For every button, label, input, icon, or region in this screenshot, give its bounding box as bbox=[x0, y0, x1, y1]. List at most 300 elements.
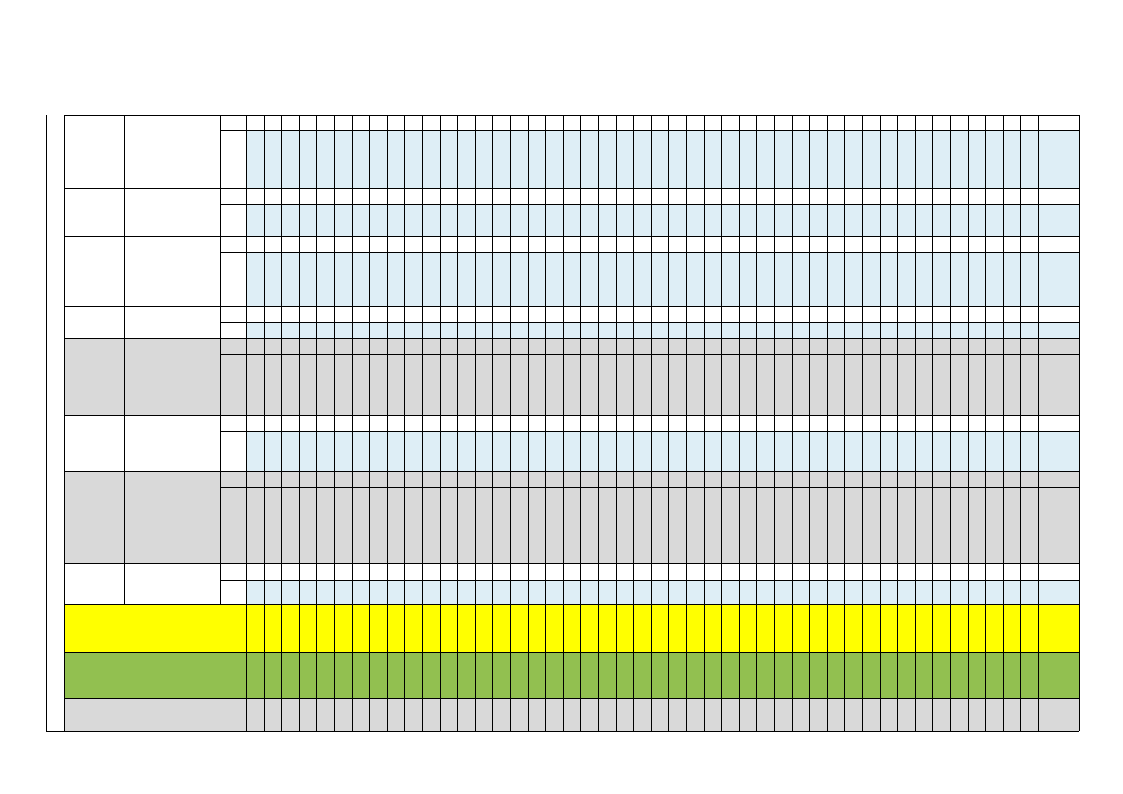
week-hours-cell bbox=[862, 252, 880, 306]
week-hours-cell bbox=[598, 322, 616, 338]
weekly-total-cell bbox=[598, 604, 616, 652]
week-hours-cell bbox=[264, 487, 282, 563]
grid-line bbox=[64, 652, 1079, 653]
week-hours-cell bbox=[880, 431, 898, 471]
grid-line bbox=[264, 115, 265, 731]
week-hours-cell bbox=[844, 471, 862, 487]
week-hours-cell bbox=[950, 204, 968, 236]
week-hours-cell bbox=[862, 487, 880, 563]
grid-line bbox=[932, 115, 933, 731]
week-hours-cell bbox=[844, 130, 862, 188]
grid-line bbox=[64, 698, 1079, 699]
week-hours-cell bbox=[668, 188, 686, 204]
weekly-total-cell bbox=[827, 604, 845, 652]
week-hours-cell bbox=[844, 338, 862, 354]
week-hours-cell bbox=[668, 354, 686, 415]
week-hours-cell bbox=[246, 306, 264, 322]
weekly-total-cell bbox=[369, 698, 387, 731]
grid-line bbox=[880, 115, 881, 731]
week-hours-cell bbox=[756, 487, 774, 563]
weekly-total-cell bbox=[1020, 698, 1038, 731]
week-hours-cell bbox=[704, 580, 722, 604]
weekly-total-cell bbox=[545, 698, 563, 731]
week-hours-cell bbox=[404, 322, 422, 338]
week-hours-cell bbox=[440, 431, 458, 471]
week-hours-cell bbox=[950, 431, 968, 471]
week-hours-cell bbox=[792, 471, 810, 487]
week-hours-cell bbox=[932, 236, 950, 252]
week-hours-cell bbox=[809, 354, 827, 415]
week-hours-cell bbox=[809, 415, 827, 431]
week-hours-cell bbox=[281, 431, 299, 471]
weekly-total-cell bbox=[774, 652, 792, 698]
week-hours-cell bbox=[545, 471, 563, 487]
week-hours-cell bbox=[651, 415, 669, 431]
week-hours-cell bbox=[792, 130, 810, 188]
week-hours-cell bbox=[616, 252, 634, 306]
weekly-total-cell bbox=[492, 652, 510, 698]
grid-line bbox=[1079, 115, 1080, 731]
week-hours-cell bbox=[827, 322, 845, 338]
week-hours-cell bbox=[915, 354, 933, 415]
week-hours-cell bbox=[334, 252, 352, 306]
grid-line bbox=[563, 115, 564, 731]
week-hours-cell bbox=[316, 322, 334, 338]
week-hours-cell bbox=[369, 338, 387, 354]
week-hours-cell bbox=[492, 322, 510, 338]
week-hours-cell bbox=[545, 204, 563, 236]
row-total bbox=[1038, 698, 1079, 731]
week-hours-cell bbox=[387, 487, 405, 563]
week-hours-cell bbox=[915, 306, 933, 322]
week-hours-cell bbox=[774, 487, 792, 563]
week-hours-cell bbox=[598, 188, 616, 204]
week-hours-cell bbox=[704, 252, 722, 306]
week-hours-cell bbox=[369, 415, 387, 431]
week-hours-cell bbox=[968, 115, 986, 130]
week-hours-cell bbox=[616, 115, 634, 130]
week-hours-cell bbox=[475, 431, 493, 471]
week-hours-cell bbox=[774, 115, 792, 130]
week-hours-cell bbox=[616, 188, 634, 204]
grid-line bbox=[299, 115, 300, 731]
week-hours-cell bbox=[792, 338, 810, 354]
week-hours-cell bbox=[264, 252, 282, 306]
week-hours-cell bbox=[809, 252, 827, 306]
week-hours-cell bbox=[1003, 354, 1021, 415]
week-hours-cell bbox=[264, 322, 282, 338]
week-hours-cell bbox=[616, 322, 634, 338]
week-hours-cell bbox=[369, 188, 387, 204]
week-hours-cell bbox=[756, 354, 774, 415]
week-hours-cell bbox=[616, 487, 634, 563]
week-hours-cell bbox=[510, 130, 528, 188]
week-hours-cell bbox=[844, 563, 862, 580]
week-hours-cell bbox=[580, 354, 598, 415]
week-hours-cell bbox=[968, 487, 986, 563]
week-hours-cell bbox=[299, 580, 317, 604]
week-hours-cell bbox=[968, 130, 986, 188]
week-hours-cell bbox=[915, 338, 933, 354]
week-hours-cell bbox=[598, 338, 616, 354]
week-hours-cell bbox=[404, 306, 422, 322]
week-hours-cell bbox=[387, 236, 405, 252]
weekly-total-cell bbox=[246, 604, 264, 652]
week-hours-cell bbox=[932, 204, 950, 236]
hours-type-label bbox=[220, 487, 246, 563]
week-hours-cell bbox=[580, 431, 598, 471]
weekly-total-cell bbox=[1020, 652, 1038, 698]
week-hours-cell bbox=[299, 236, 317, 252]
week-hours-cell bbox=[563, 471, 581, 487]
week-hours-cell bbox=[774, 580, 792, 604]
week-hours-cell bbox=[809, 130, 827, 188]
weekly-total-cell bbox=[985, 698, 1003, 731]
week-hours-cell bbox=[316, 306, 334, 322]
week-hours-cell bbox=[651, 306, 669, 322]
week-hours-cell bbox=[809, 306, 827, 322]
week-hours-cell bbox=[387, 204, 405, 236]
week-hours-cell bbox=[774, 188, 792, 204]
week-hours-cell bbox=[968, 204, 986, 236]
grid-line bbox=[316, 115, 317, 731]
weekly-total-cell bbox=[352, 652, 370, 698]
row-total bbox=[1038, 652, 1079, 698]
week-hours-cell bbox=[545, 487, 563, 563]
week-hours-cell bbox=[651, 431, 669, 471]
week-hours-cell bbox=[774, 354, 792, 415]
week-hours-cell bbox=[387, 188, 405, 204]
week-hours-cell bbox=[264, 306, 282, 322]
grid-line bbox=[124, 115, 125, 604]
week-hours-cell bbox=[756, 204, 774, 236]
week-hours-cell bbox=[299, 431, 317, 471]
week-hours-cell bbox=[668, 204, 686, 236]
week-hours-cell bbox=[387, 415, 405, 431]
week-hours-cell bbox=[316, 130, 334, 188]
week-hours-cell bbox=[985, 415, 1003, 431]
week-hours-cell bbox=[369, 580, 387, 604]
weekly-total-label bbox=[64, 698, 246, 731]
week-hours-cell bbox=[440, 130, 458, 188]
week-hours-cell bbox=[528, 471, 546, 487]
week-hours-cell bbox=[774, 563, 792, 580]
weekly-total-cell bbox=[316, 604, 334, 652]
week-hours-cell bbox=[932, 431, 950, 471]
week-hours-cell bbox=[545, 236, 563, 252]
week-hours-cell bbox=[774, 306, 792, 322]
weekly-total-cell bbox=[1003, 698, 1021, 731]
week-hours-cell bbox=[457, 338, 475, 354]
weekly-total-cell bbox=[686, 652, 704, 698]
weekly-total-cell bbox=[950, 604, 968, 652]
week-hours-cell bbox=[827, 471, 845, 487]
week-hours-cell bbox=[352, 322, 370, 338]
week-hours-cell bbox=[545, 415, 563, 431]
week-hours-cell bbox=[950, 580, 968, 604]
week-hours-cell bbox=[387, 115, 405, 130]
week-hours-cell bbox=[246, 188, 264, 204]
week-hours-cell bbox=[968, 431, 986, 471]
week-hours-cell bbox=[352, 130, 370, 188]
weekly-total-cell bbox=[668, 698, 686, 731]
week-hours-cell bbox=[792, 115, 810, 130]
week-hours-cell bbox=[844, 431, 862, 471]
weekly-total-cell bbox=[299, 698, 317, 731]
week-hours-cell bbox=[440, 563, 458, 580]
grid-line bbox=[281, 115, 282, 731]
weekly-total-cell bbox=[968, 652, 986, 698]
weekly-total-cell bbox=[440, 652, 458, 698]
week-hours-cell bbox=[633, 415, 651, 431]
week-hours-cell bbox=[774, 431, 792, 471]
week-hours-cell bbox=[299, 115, 317, 130]
week-hours-cell bbox=[668, 236, 686, 252]
week-hours-cell bbox=[985, 580, 1003, 604]
week-hours-cell bbox=[563, 188, 581, 204]
week-hours-cell bbox=[281, 563, 299, 580]
week-hours-cell bbox=[633, 487, 651, 563]
row-total bbox=[1038, 580, 1079, 604]
week-hours-cell bbox=[809, 580, 827, 604]
weekly-total-cell bbox=[510, 604, 528, 652]
row-total bbox=[1038, 338, 1079, 354]
week-hours-cell bbox=[440, 306, 458, 322]
week-hours-cell bbox=[440, 471, 458, 487]
weekly-total-cell bbox=[704, 652, 722, 698]
week-hours-cell bbox=[422, 354, 440, 415]
week-hours-cell bbox=[616, 306, 634, 322]
week-hours-cell bbox=[352, 252, 370, 306]
week-hours-cell bbox=[387, 563, 405, 580]
week-hours-cell bbox=[264, 471, 282, 487]
week-hours-cell bbox=[281, 188, 299, 204]
week-hours-cell bbox=[369, 471, 387, 487]
week-hours-cell bbox=[404, 580, 422, 604]
week-hours-cell bbox=[316, 431, 334, 471]
week-hours-cell bbox=[334, 563, 352, 580]
weekly-total-cell bbox=[651, 604, 669, 652]
week-hours-cell bbox=[739, 431, 757, 471]
week-hours-cell bbox=[792, 204, 810, 236]
grid-line bbox=[220, 115, 221, 604]
week-hours-cell bbox=[457, 306, 475, 322]
week-hours-cell bbox=[492, 580, 510, 604]
weekly-total-cell bbox=[492, 604, 510, 652]
weekly-total-cell bbox=[844, 604, 862, 652]
week-hours-cell bbox=[880, 415, 898, 431]
grid-line bbox=[64, 471, 1079, 472]
week-hours-cell bbox=[897, 306, 915, 322]
week-hours-cell bbox=[1020, 306, 1038, 322]
week-hours-cell bbox=[264, 204, 282, 236]
week-hours-cell bbox=[704, 338, 722, 354]
week-hours-cell bbox=[880, 204, 898, 236]
week-hours-cell bbox=[316, 252, 334, 306]
week-hours-cell bbox=[932, 580, 950, 604]
week-hours-cell bbox=[704, 204, 722, 236]
week-hours-cell bbox=[897, 580, 915, 604]
module-name bbox=[124, 115, 220, 188]
week-hours-cell bbox=[844, 188, 862, 204]
week-hours-cell bbox=[862, 130, 880, 188]
weekly-total-cell bbox=[387, 698, 405, 731]
week-hours-cell bbox=[422, 431, 440, 471]
weekly-total-cell bbox=[915, 604, 933, 652]
week-hours-cell bbox=[352, 563, 370, 580]
module-code bbox=[64, 338, 124, 415]
week-hours-cell bbox=[369, 115, 387, 130]
week-hours-cell bbox=[704, 487, 722, 563]
week-hours-cell bbox=[1003, 431, 1021, 471]
weekly-total-cell bbox=[563, 604, 581, 652]
week-hours-cell bbox=[264, 188, 282, 204]
week-hours-cell bbox=[299, 322, 317, 338]
weekly-total-cell bbox=[633, 698, 651, 731]
week-hours-cell bbox=[792, 322, 810, 338]
week-hours-cell bbox=[668, 306, 686, 322]
week-hours-cell bbox=[633, 563, 651, 580]
week-hours-cell bbox=[721, 204, 739, 236]
week-hours-cell bbox=[633, 338, 651, 354]
week-hours-cell bbox=[422, 188, 440, 204]
week-hours-cell bbox=[827, 580, 845, 604]
week-hours-cell bbox=[686, 563, 704, 580]
weekly-total-cell bbox=[316, 652, 334, 698]
week-hours-cell bbox=[704, 415, 722, 431]
week-hours-cell bbox=[580, 322, 598, 338]
weekly-total-cell bbox=[985, 652, 1003, 698]
week-hours-cell bbox=[668, 580, 686, 604]
week-hours-cell bbox=[492, 188, 510, 204]
week-hours-cell bbox=[792, 431, 810, 471]
week-hours-cell bbox=[704, 306, 722, 322]
week-hours-cell bbox=[774, 322, 792, 338]
week-hours-cell bbox=[440, 252, 458, 306]
week-hours-cell bbox=[440, 415, 458, 431]
week-hours-cell bbox=[862, 563, 880, 580]
week-hours-cell bbox=[598, 130, 616, 188]
grid-line bbox=[950, 115, 951, 731]
week-hours-cell bbox=[580, 415, 598, 431]
row-total bbox=[1038, 604, 1079, 652]
week-hours-cell bbox=[528, 115, 546, 130]
week-hours-cell bbox=[651, 188, 669, 204]
week-hours-cell bbox=[475, 338, 493, 354]
week-hours-cell bbox=[528, 322, 546, 338]
weekly-total-cell bbox=[633, 652, 651, 698]
week-hours-cell bbox=[422, 563, 440, 580]
row-total bbox=[1038, 431, 1079, 471]
week-hours-cell bbox=[668, 322, 686, 338]
week-hours-cell bbox=[1020, 338, 1038, 354]
week-hours-cell bbox=[475, 188, 493, 204]
grid-line bbox=[1020, 115, 1021, 731]
week-hours-cell bbox=[721, 236, 739, 252]
week-hours-cell bbox=[246, 115, 264, 130]
week-hours-cell bbox=[862, 580, 880, 604]
week-hours-cell bbox=[334, 188, 352, 204]
grid-line bbox=[387, 115, 388, 731]
weekly-total-cell bbox=[422, 604, 440, 652]
row-total bbox=[1038, 322, 1079, 338]
week-hours-cell bbox=[334, 338, 352, 354]
week-hours-cell bbox=[809, 563, 827, 580]
week-hours-cell bbox=[721, 130, 739, 188]
hours-type-label bbox=[220, 115, 246, 130]
week-hours-cell bbox=[950, 415, 968, 431]
week-hours-cell bbox=[862, 431, 880, 471]
week-hours-cell bbox=[985, 236, 1003, 252]
week-hours-cell bbox=[1003, 115, 1021, 130]
weekly-total-cell bbox=[739, 604, 757, 652]
week-hours-cell bbox=[334, 306, 352, 322]
week-hours-cell bbox=[968, 188, 986, 204]
week-hours-cell bbox=[316, 471, 334, 487]
week-hours-cell bbox=[968, 471, 986, 487]
week-hours-cell bbox=[545, 431, 563, 471]
schedule-table bbox=[46, 115, 1079, 731]
week-hours-cell bbox=[246, 415, 264, 431]
week-hours-cell bbox=[563, 236, 581, 252]
week-hours-cell bbox=[985, 471, 1003, 487]
week-hours-cell bbox=[510, 415, 528, 431]
week-hours-cell bbox=[880, 306, 898, 322]
week-hours-cell bbox=[827, 563, 845, 580]
week-hours-cell bbox=[528, 580, 546, 604]
week-hours-cell bbox=[457, 415, 475, 431]
week-hours-cell bbox=[844, 306, 862, 322]
week-hours-cell bbox=[440, 322, 458, 338]
week-hours-cell bbox=[352, 487, 370, 563]
week-hours-cell bbox=[651, 471, 669, 487]
week-hours-cell bbox=[827, 204, 845, 236]
week-hours-cell bbox=[686, 306, 704, 322]
module-code bbox=[64, 415, 124, 471]
week-hours-cell bbox=[492, 487, 510, 563]
week-hours-cell bbox=[985, 115, 1003, 130]
weekly-total-cell bbox=[792, 652, 810, 698]
week-hours-cell bbox=[1020, 354, 1038, 415]
week-hours-cell bbox=[739, 188, 757, 204]
week-hours-cell bbox=[668, 252, 686, 306]
week-hours-cell bbox=[686, 204, 704, 236]
hours-type-label bbox=[220, 188, 246, 204]
grid-line bbox=[756, 115, 757, 731]
week-hours-cell bbox=[668, 563, 686, 580]
week-hours-cell bbox=[334, 354, 352, 415]
weekly-total-cell bbox=[334, 652, 352, 698]
week-hours-cell bbox=[404, 188, 422, 204]
weekly-total-cell bbox=[545, 604, 563, 652]
weekly-total-cell bbox=[580, 652, 598, 698]
week-hours-cell bbox=[968, 306, 986, 322]
week-hours-cell bbox=[739, 322, 757, 338]
week-hours-cell bbox=[316, 188, 334, 204]
row-total bbox=[1038, 236, 1079, 252]
row-total bbox=[1038, 563, 1079, 580]
week-hours-cell bbox=[1003, 580, 1021, 604]
week-hours-cell bbox=[457, 563, 475, 580]
hours-type-label bbox=[220, 252, 246, 306]
week-hours-cell bbox=[844, 204, 862, 236]
weekly-total-cell bbox=[1003, 652, 1021, 698]
week-hours-cell bbox=[721, 580, 739, 604]
week-hours-cell bbox=[844, 487, 862, 563]
week-hours-cell bbox=[792, 306, 810, 322]
week-hours-cell bbox=[528, 563, 546, 580]
week-hours-cell bbox=[932, 115, 950, 130]
